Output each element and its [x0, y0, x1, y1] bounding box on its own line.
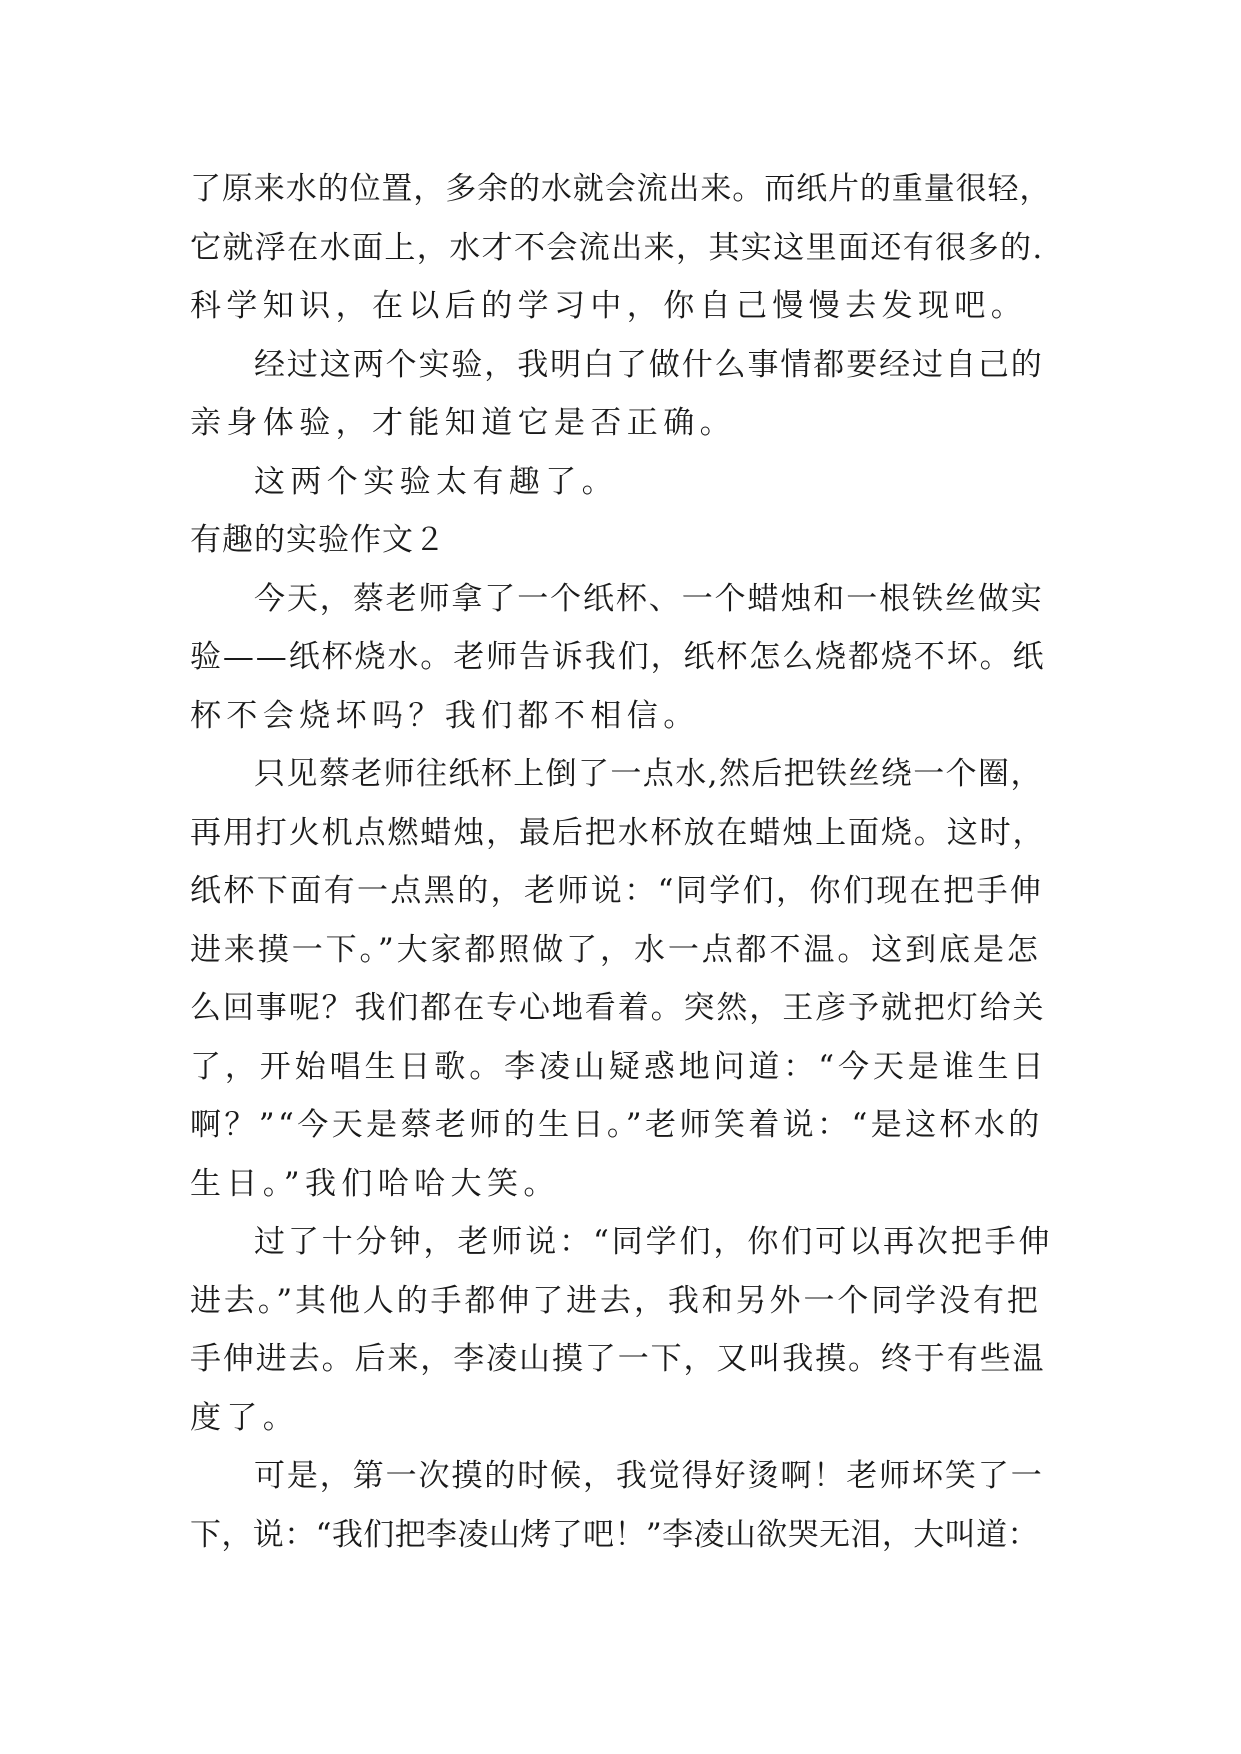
text-line: 今天，蔡老师拿了一个纸杯、一个蜡烛和一根铁丝做实	[254, 580, 1044, 617]
text-line: 度了。	[190, 1399, 300, 1436]
document-body	[190, 160, 1052, 1564]
text-line: 这两个实验太有趣了。	[254, 463, 618, 500]
text-line: 进来摸一下。”大家都照做了，水一点都不温。这到底是怎	[190, 931, 1041, 968]
text-line: 进去。”其他人的手都伸了进去，我和另外一个同学没有把	[190, 1282, 1041, 1319]
text-line: 验——纸杯烧水。老师告诉我们，纸杯怎么烧都烧不坏。纸	[190, 639, 1046, 675]
text-line: 啊？”“今天是蔡老师的生日。”老师笑着说：“是这杯水的	[190, 1107, 1043, 1143]
text-line: 再用打火机点燃蜡烛，最后把水杯放在蜡烛上面烧。这时，	[190, 814, 1046, 851]
text-line: 生日。”我们哈哈大笑。	[190, 1165, 560, 1202]
text-line: 可是，第一次摸的时候，我觉得好烫啊！老师坏笑了一	[254, 1458, 1044, 1494]
text-line: 亲身体验，才能知道它是否正确。	[190, 405, 736, 441]
text-line: 科学知识，在以后的学习中，你自己慢慢去发现吧。	[190, 288, 1028, 324]
text-line: 只见蔡老师往纸杯上倒了一点水,然后把铁丝绕一个圈，	[254, 756, 1043, 792]
text-line: 杯不会烧坏吗？我们都不相信。	[190, 697, 700, 734]
text-line: 过了十分钟，老师说：“同学们，你们可以再次把手伸	[254, 1224, 1053, 1260]
text-line: 纸杯下面有一点黑的，老师说：“同学们，你们现在把手伸	[190, 873, 1044, 909]
text-line: 了原来水的位置，多余的水就会流出来。而纸片的重量很轻，	[190, 171, 1052, 207]
text-line: 经过这两个实验，我明白了做什么事情都要经过自己的	[254, 346, 1044, 383]
text-line: 手伸进去。后来，李凌山摸了一下，又叫我摸。终于有些温	[190, 1341, 1046, 1377]
text-line: 它就浮在水面上，水才不会流出来，其实这里面还有很多的.	[190, 229, 1044, 266]
section-heading: 有趣的实验作文２	[190, 522, 446, 558]
text-line: 么回事呢？我们都在专心地看着。突然，王彦予就把灯给关	[190, 990, 1046, 1026]
text-line: 了，开始唱生日歌。李凌山疑惑地问道：“今天是谁生日	[190, 1048, 1048, 1085]
text-line: 下，说：“我们把李凌山烤了吧！”李凌山欲哭无泪，大叫道：	[190, 1516, 1039, 1553]
